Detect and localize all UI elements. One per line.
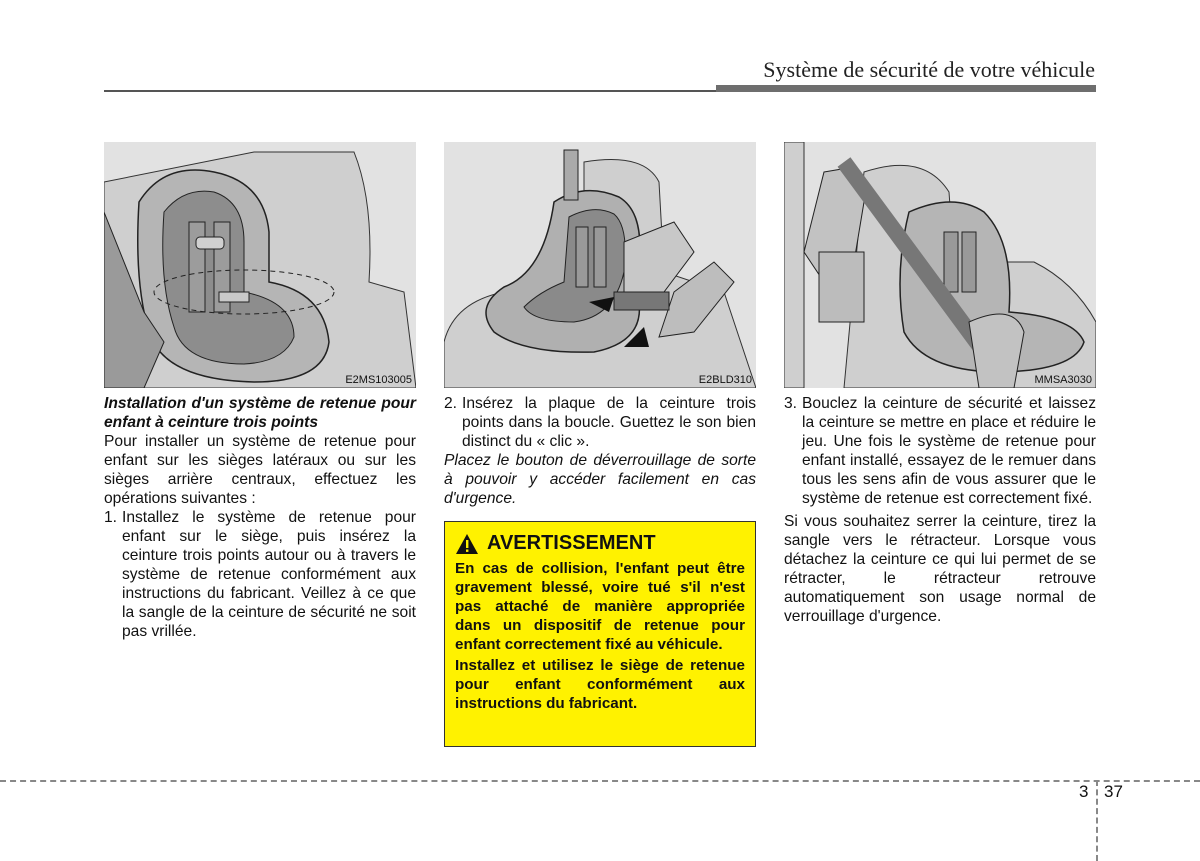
step-2: [444, 394, 756, 451]
step-number: 2.: [444, 395, 458, 412]
warning-paragraph-2: Installez et utilisez le siège de retenue pour enfant conformément aux instructions du fabricant.: [455, 657, 745, 712]
step-text: Bouclez la ceinture de sécurité et laissez la ceinture se mettre en place et réduire le jeu. Une fois le système de retenue pour enfant installé, essayez de le remuer dans tous les sens afin de vous assurer que le système de retenue est correctement fixé.: [802, 395, 1096, 507]
warning-triangle-icon: [455, 533, 479, 555]
figure-tighten: [784, 142, 1096, 388]
chapter-number: 3: [1079, 782, 1089, 801]
release-button-note: Placez le bouton de déverrouillage de sorte à pouvoir y accéder facilement en cas d'urgence.: [444, 452, 756, 507]
intro-paragraph: Pour installer un système de retenue pour enfant sur les sièges latéraux ou sur les sièges arrière centraux, effectuez les opérations suivantes :: [104, 433, 416, 507]
tighten-illustration: [784, 142, 1096, 388]
column-right: [784, 394, 1096, 626]
figure-code: E2MS103005: [345, 374, 412, 386]
child-seat-illustration: [104, 142, 416, 388]
page-number: 37: [1104, 782, 1123, 801]
footer-divider: [0, 780, 1200, 782]
section-subheading: Installation d'un système de retenue pour enfant à ceinture trois points: [104, 395, 416, 431]
footer-vertical-divider: [1096, 780, 1098, 861]
figure-code: MMSA3030: [1034, 374, 1092, 386]
step-text: Insérez la plaque de la ceinture trois points dans la boucle. Guettez le son bien distinct du « clic ».: [462, 395, 756, 450]
tighten-paragraph: Si vous souhaitez serrer la ceinture, tirez la sangle vers le rétracteur. Lorsque vous détachez la ceinture ce qui lui permet de se rétracter, le rétracteur retrouve automatiquement son usage normal de verrouillage d'urgence.: [784, 513, 1096, 625]
step-3: [784, 394, 1096, 508]
figure-code: E2BLD310: [698, 374, 752, 386]
header-rule: [104, 90, 716, 92]
step-number: 1.: [104, 509, 118, 526]
warning-heading: [455, 532, 745, 555]
warning-paragraph-1: En cas de collision, l'enfant peut être gravement blessé, voire tué s'il n'est pas attaché de manière appropriée dans un dispositif de retenue pour enfant correctement fixé au véhicule.: [455, 560, 745, 653]
step-text: Installez le système de retenue pour enfant sur le siège, puis insérez la ceinture trois points autour ou à travers le système de retenue conformément aux instructions du fabricant. Veillez à ce que la sangle de la ceinture de sécurité ne soit pas vrillée.: [122, 509, 416, 640]
figure-buckle: [444, 142, 756, 388]
figure-child-seat: [104, 142, 416, 388]
step-1: [104, 508, 416, 641]
column-middle: [444, 394, 756, 508]
step-number: 3.: [784, 395, 798, 412]
warning-title: AVERTISSEMENT: [487, 532, 656, 554]
header-rule-accent: [716, 85, 1096, 92]
buckle-illustration: [444, 142, 756, 388]
warning-box: [444, 521, 756, 747]
page-header-title: Système de sécurité de votre véhicule: [763, 57, 1095, 82]
column-left: [104, 394, 416, 641]
